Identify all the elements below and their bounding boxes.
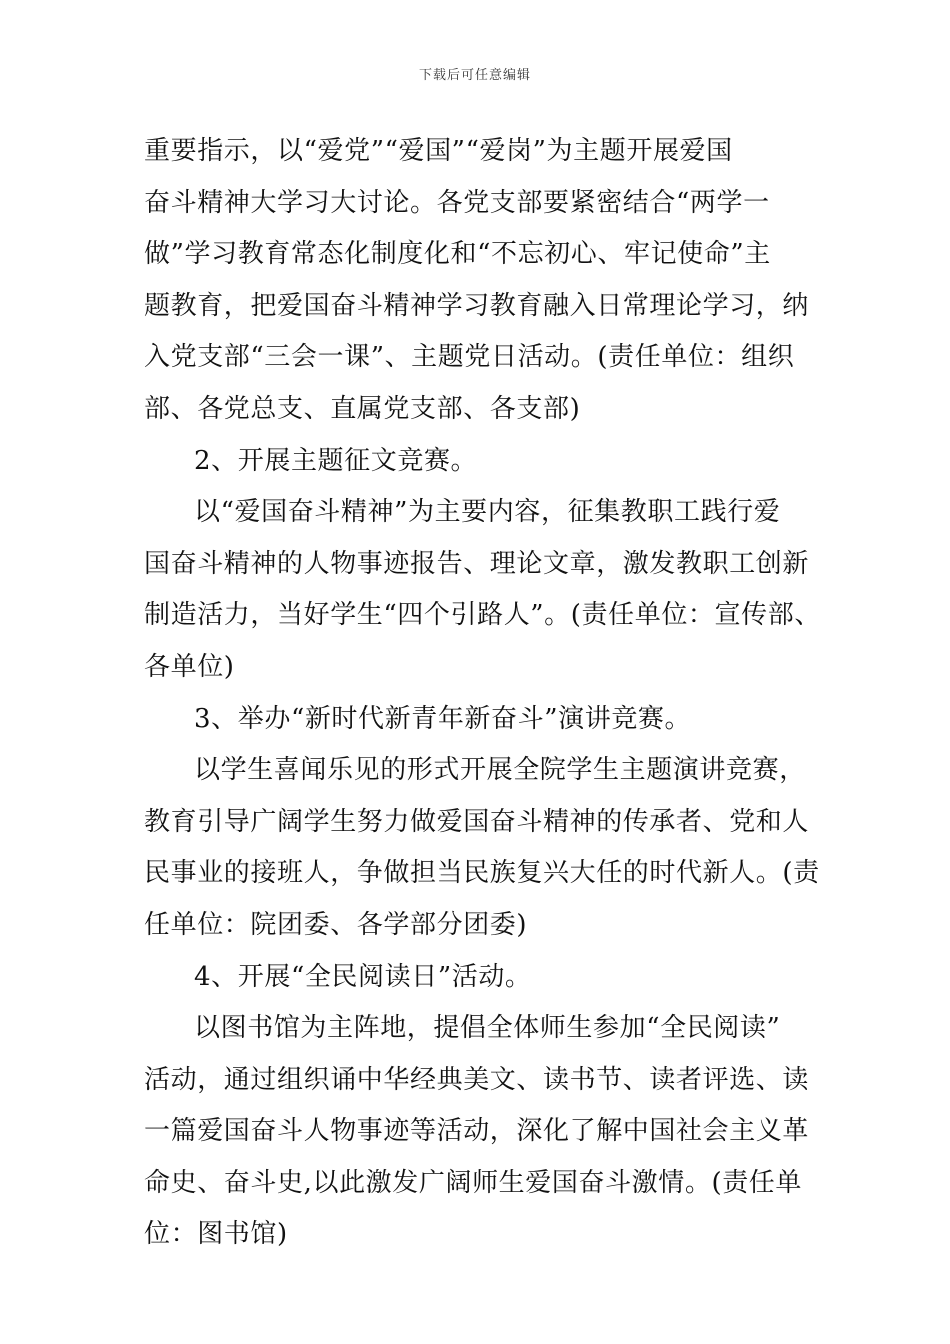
text-line: 奋斗精神大学习大讨论。各党支部要紧密结合“两学一 xyxy=(144,187,770,218)
text-line: 活动，通过组织诵中华经典美文、读书节、读者评选、读 xyxy=(144,1064,810,1095)
section-heading: 4、开展“全民阅读日”活动。 xyxy=(194,961,532,992)
text-line: 部、各党总支、直属党支部、各支部) xyxy=(144,393,581,424)
section-heading: 3、举办“新时代新青年新奋斗”演讲竞赛。 xyxy=(194,703,692,734)
document-body xyxy=(144,126,824,1261)
text-line: 以学生喜闻乐见的形式开展全院学生主题演讲竞赛， xyxy=(194,755,806,786)
text-line: 入党支部“三会一课”、主题党日活动。(责任单位：组织 xyxy=(144,342,795,373)
text-line: 题教育，把爱国奋斗精神学习教育融入日常理论学习，纳 xyxy=(144,290,810,321)
text-line: 以图书馆为主阵地，提倡全体师生参加“全民阅读” xyxy=(194,1013,781,1044)
text-line: 命史、奋斗史,以此激发广阔师生爱国奋斗激情。(责任单 xyxy=(144,1167,803,1198)
page-header: 下载后可任意编辑 xyxy=(418,68,531,83)
text-line: 位：图书馆) xyxy=(144,1219,288,1250)
text-line: 重要指示，以“爱党”“爱国”“爱岗”为主题开展爱国 xyxy=(144,136,733,166)
text-line: 国奋斗精神的人物事迹报告、理论文章，激发教职工创新 xyxy=(144,548,810,579)
text-line: 制造活力，当好学生“四个引路人”。(责任单位：宣传部、 xyxy=(144,600,821,631)
text-line: 各单位) xyxy=(144,651,235,682)
text-line: 任单位：院团委、各学部分团委) xyxy=(144,909,528,940)
text-line: 做”学习教育常态化制度化和“不忘初心、牢记使命”主 xyxy=(144,239,771,270)
text-line: 一篇爱国奋斗人物事迹等活动，深化了解中国社会主义革 xyxy=(144,1116,810,1147)
text-line: 以“爱国奋斗精神”为主要内容，征集教职工践行爱 xyxy=(194,497,781,528)
text-line: 教育引导广阔学生努力做爱国奋斗精神的传承者、党和人 xyxy=(144,806,810,837)
section-heading: 2、开展主题征文竞赛。 xyxy=(194,445,478,476)
text-line: 民事业的接班人，争做担当民族复兴大任的时代新人。(责 xyxy=(144,858,820,889)
